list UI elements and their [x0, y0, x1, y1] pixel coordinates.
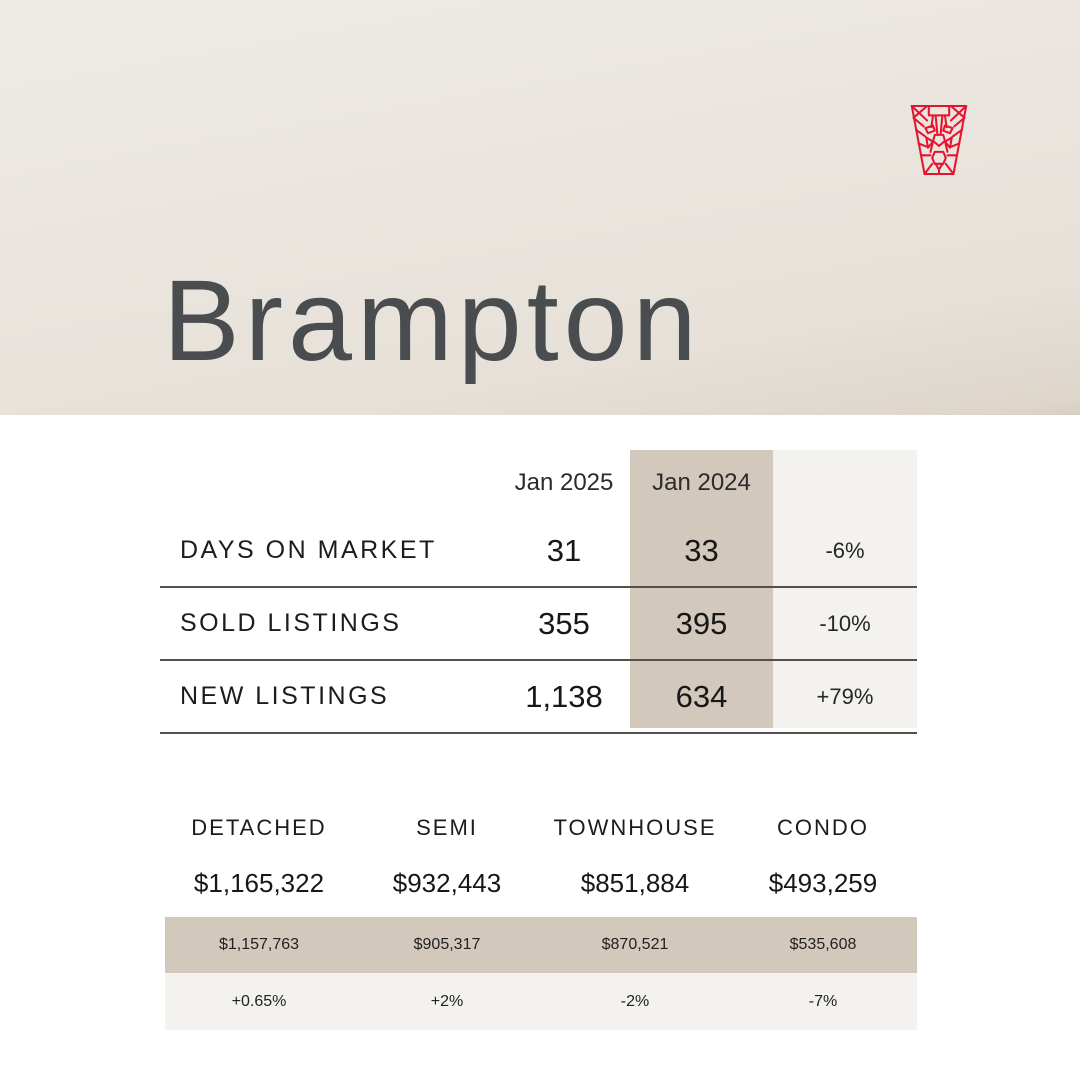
table-row-new-listings [160, 661, 917, 734]
previous-price-row [165, 917, 917, 973]
col-header-jan-2024: Jan 2024 [652, 468, 751, 496]
row-label: NEW LISTINGS [180, 682, 390, 710]
change-value: -6% [825, 537, 865, 563]
price-change-row [165, 973, 917, 1030]
previous-price: $1,157,763 [218, 936, 300, 953]
row-label: SOLD LISTINGS [180, 609, 402, 637]
category-condo: CONDO [777, 815, 869, 840]
current-price: $932,443 [392, 868, 502, 898]
previous-price: $905,317 [413, 936, 481, 953]
current-value: 1,138 [525, 678, 603, 714]
category-detached: DETACHED [191, 815, 327, 840]
previous-value: 634 [675, 678, 728, 714]
price-change: -7% [808, 992, 838, 1010]
change-value: +79% [816, 683, 874, 709]
previous-price: $535,608 [789, 936, 857, 953]
category-header-row [165, 806, 917, 850]
price-change: +2% [430, 992, 464, 1010]
price-by-type-table [165, 806, 917, 1030]
hero-section [0, 0, 1080, 415]
lion-crest-icon [905, 96, 973, 184]
table-row-days-on-market [160, 515, 917, 588]
current-price: $1,165,322 [193, 868, 325, 898]
row-label: DAYS ON MARKET [180, 536, 437, 564]
current-price: $493,259 [768, 868, 878, 898]
table-header-row [160, 450, 917, 515]
price-change: +0.65% [231, 992, 287, 1010]
table-row-sold-listings [160, 588, 917, 661]
category-townhouse: TOWNHOUSE [553, 815, 717, 840]
category-semi: SEMI [416, 815, 478, 840]
previous-value: 33 [684, 532, 719, 568]
col-header-jan-2025: Jan 2025 [514, 468, 614, 496]
previous-value: 395 [675, 605, 728, 641]
current-price: $851,884 [580, 868, 690, 898]
current-value: 355 [538, 605, 590, 641]
current-value: 31 [546, 532, 582, 568]
market-stats-table [160, 450, 917, 734]
change-value: -10% [819, 610, 871, 636]
current-price-row [165, 850, 917, 917]
previous-price: $870,521 [601, 936, 669, 953]
page-title: Brampton [163, 257, 702, 385]
price-change: -2% [620, 992, 650, 1010]
